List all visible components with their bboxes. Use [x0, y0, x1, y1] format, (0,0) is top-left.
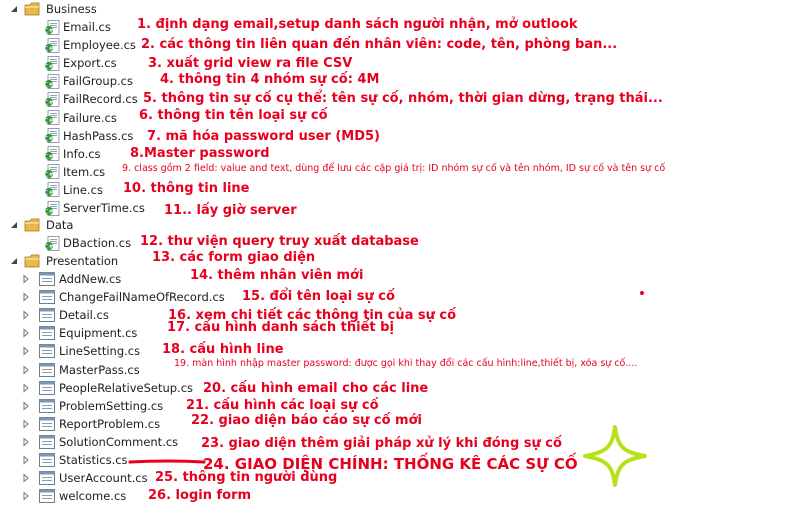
svg-text:C#: C#: [44, 242, 54, 250]
file-label: Equipment.cs: [59, 326, 138, 341]
file-item[interactable]: [20, 397, 163, 415]
annotation-note: 21. cấu hình các loại sự cố: [186, 398, 379, 413]
file-label: FailGroup.cs: [63, 74, 133, 89]
file-label: Email.cs: [63, 20, 111, 34]
underline-stroke: [128, 459, 206, 465]
expand-arrow-icon[interactable]: [8, 3, 20, 15]
folder-presentation[interactable]: [8, 252, 118, 270]
file-item[interactable]: [44, 72, 133, 90]
file-label: Failure.cs: [63, 110, 117, 125]
file-item[interactable]: [44, 18, 111, 36]
file-label: ProblemSetting.cs: [59, 398, 164, 413]
folder-business[interactable]: [8, 0, 97, 18]
annotation-note: 14. thêm nhân viên mới: [190, 268, 364, 283]
annotation-note: 19. màn hình nhập master password: được gọi khi thay đổi các cấu hình:line,thiết bị, xóa sự cố....: [174, 358, 638, 369]
form-file-icon: [39, 363, 55, 377]
file-item[interactable]: [44, 90, 138, 108]
csharp-file-icon: [44, 92, 60, 107]
annotation-note: 3. xuất grid view ra file CSV: [148, 56, 353, 71]
file-label: Employee.cs: [63, 38, 136, 53]
folder-label: Business: [46, 2, 97, 16]
file-item[interactable]: [20, 270, 121, 288]
annotation-note: 17. cấu hình danh sách thiết bị: [167, 320, 394, 335]
file-label: FailRecord.cs: [63, 92, 138, 107]
svg-text:C#: C#: [44, 135, 54, 143]
annotation-note: 12. thư viện query truy xuất database: [140, 234, 419, 249]
folder-data[interactable]: [8, 216, 73, 234]
collapsed-arrow-icon[interactable]: [20, 490, 32, 502]
file-label: Statistics.cs: [59, 453, 128, 467]
annotation-note: 10. thông tin line: [123, 181, 250, 196]
file-item[interactable]: [44, 181, 103, 199]
csharp-file-icon: [44, 128, 60, 143]
star-icon: [583, 425, 647, 487]
file-label: Info.cs: [63, 146, 101, 161]
svg-text:C#: C#: [44, 189, 54, 197]
csharp-file-icon: [44, 146, 60, 161]
svg-text:C#: C#: [44, 117, 54, 125]
file-item[interactable]: [20, 469, 148, 487]
collapsed-arrow-icon[interactable]: [20, 273, 32, 285]
form-file-icon: [39, 290, 55, 304]
form-file-icon: [39, 435, 55, 449]
form-file-icon: [39, 417, 55, 431]
file-label: HashPass.cs: [63, 128, 134, 143]
csharp-file-icon: [44, 56, 60, 71]
form-file-icon: [39, 272, 55, 286]
annotation-note: 2. các thông tin liên quan đến nhân viên: code, tên, phòng ban...: [141, 37, 618, 52]
csharp-file-icon: [44, 201, 60, 216]
form-file-icon: [39, 381, 55, 395]
collapsed-arrow-icon[interactable]: [20, 382, 32, 394]
form-file-icon: [39, 471, 55, 485]
annotation-note: 11.. lấy giờ server: [164, 203, 297, 218]
file-label: ServerTime.cs: [63, 201, 145, 215]
csharp-file-icon: [44, 182, 60, 197]
file-item[interactable]: [44, 109, 117, 127]
annotation-note: 4. thông tin 4 nhóm sự cố: 4M: [160, 72, 380, 87]
svg-text:C#: C#: [44, 81, 54, 89]
file-item[interactable]: [44, 234, 131, 252]
file-item[interactable]: [20, 342, 140, 360]
csharp-file-icon: [44, 20, 60, 35]
form-file-icon: [39, 453, 55, 467]
folder-icon: [24, 254, 40, 268]
folder-icon: [24, 2, 40, 16]
file-label: PeopleRelativeSetup.cs: [59, 380, 194, 395]
file-item[interactable]: [20, 487, 126, 505]
annotation-note: 20. cấu hình email cho các line: [203, 381, 429, 396]
file-item[interactable]: [44, 199, 145, 217]
annotation-note: 9. class gồm 2 field: value and text, dùng để lưu các cặp giá trị: ID nhóm sự cố và tên nhóm, ID sự cố và tên sự cố: [122, 163, 666, 174]
annotation-note: 24. GIAO DIỆN CHÍNH: THỐNG KÊ CÁC SỰ CỐ: [203, 455, 578, 473]
svg-text:C#: C#: [44, 26, 54, 34]
file-label: AddNew.cs: [59, 272, 122, 286]
collapsed-arrow-icon[interactable]: [20, 291, 32, 303]
svg-text:C#: C#: [44, 153, 54, 161]
file-item[interactable]: [20, 451, 128, 469]
file-label: Line.cs: [63, 182, 103, 197]
file-item[interactable]: [20, 379, 193, 397]
annotation-note: 16. xem chi tiết các thông tin của sự cố: [168, 308, 457, 323]
collapsed-arrow-icon[interactable]: [20, 472, 32, 484]
annotation-note: 22. giao diện báo cáo sự cố mới: [191, 413, 422, 428]
collapsed-arrow-icon[interactable]: [20, 418, 32, 430]
file-label: UserAccount.cs: [59, 471, 148, 486]
red-dot: [640, 291, 644, 295]
file-label: Detail.cs: [59, 308, 109, 323]
collapsed-arrow-icon[interactable]: [20, 436, 32, 448]
file-label: DBaction.cs: [63, 236, 132, 250]
csharp-file-icon: [44, 74, 60, 89]
svg-text:C#: C#: [44, 44, 54, 52]
file-item[interactable]: [44, 163, 105, 181]
svg-text:C#: C#: [44, 171, 54, 179]
collapsed-arrow-icon[interactable]: [20, 345, 32, 357]
file-label: Item.cs: [63, 164, 106, 179]
svg-text:C#: C#: [44, 62, 54, 70]
annotation-note: 23. giao diện thêm giải pháp xử lý khi đóng sự cố: [201, 436, 562, 451]
form-file-icon: [39, 326, 55, 340]
folder-icon: [24, 218, 40, 232]
file-label: ChangeFailNameOfRecord.cs: [59, 290, 225, 305]
file-item[interactable]: [20, 361, 140, 379]
collapsed-arrow-icon[interactable]: [20, 309, 32, 321]
file-item[interactable]: [20, 306, 109, 324]
annotation-note: 25. thông tin người dùng: [155, 470, 338, 485]
csharp-file-icon: [44, 38, 60, 53]
annotation-note: 13. các form giao diện: [152, 250, 316, 265]
csharp-file-icon: [44, 164, 60, 179]
form-file-icon: [39, 344, 55, 358]
expand-arrow-icon[interactable]: [8, 255, 20, 267]
file-label: ReportProblem.cs: [59, 416, 161, 431]
expand-arrow-icon[interactable]: [8, 219, 20, 231]
form-file-icon: [39, 489, 55, 503]
collapsed-arrow-icon[interactable]: [20, 327, 32, 339]
file-label: Export.cs: [63, 56, 117, 71]
file-item[interactable]: [44, 36, 136, 54]
form-file-icon: [39, 399, 55, 413]
file-item[interactable]: [20, 324, 137, 342]
file-item[interactable]: [44, 54, 117, 72]
annotation-note: 18. cấu hình line: [162, 342, 284, 357]
file-item[interactable]: [44, 127, 133, 145]
svg-text:C#: C#: [44, 207, 54, 215]
collapsed-arrow-icon[interactable]: [20, 364, 32, 376]
annotation-note: 5. thông tin sự cố cụ thể: tên sự cố, nhóm, thời gian dừng, trạng thái...: [143, 91, 663, 106]
csharp-file-icon: [44, 236, 60, 251]
annotation-note: 8.Master password: [130, 146, 270, 161]
collapsed-arrow-icon[interactable]: [20, 400, 32, 412]
annotation-note: 15. đổi tên loại sự cố: [242, 289, 395, 304]
file-item[interactable]: [20, 415, 160, 433]
annotation-note: 7. mã hóa password user (MD5): [147, 129, 380, 144]
annotation-note: 1. định dạng email,setup danh sách người nhận, mở outlook: [137, 17, 578, 32]
collapsed-arrow-icon[interactable]: [20, 454, 32, 466]
file-item[interactable]: [44, 145, 101, 163]
form-file-icon: [39, 308, 55, 322]
file-label: welcome.cs: [59, 489, 127, 504]
file-item[interactable]: [20, 288, 225, 306]
file-label: MasterPass.cs: [59, 362, 140, 377]
annotation-note: 6. thông tin tên loại sự cố: [139, 108, 328, 123]
file-label: SolutionComment.cs: [59, 434, 179, 449]
file-item[interactable]: [20, 433, 178, 451]
csharp-file-icon: [44, 110, 60, 125]
file-label: LineSetting.cs: [59, 344, 141, 359]
svg-text:C#: C#: [44, 99, 54, 107]
annotation-note: 26. login form: [148, 488, 252, 503]
folder-label: Data: [46, 218, 74, 232]
folder-label: Presentation: [46, 254, 119, 268]
